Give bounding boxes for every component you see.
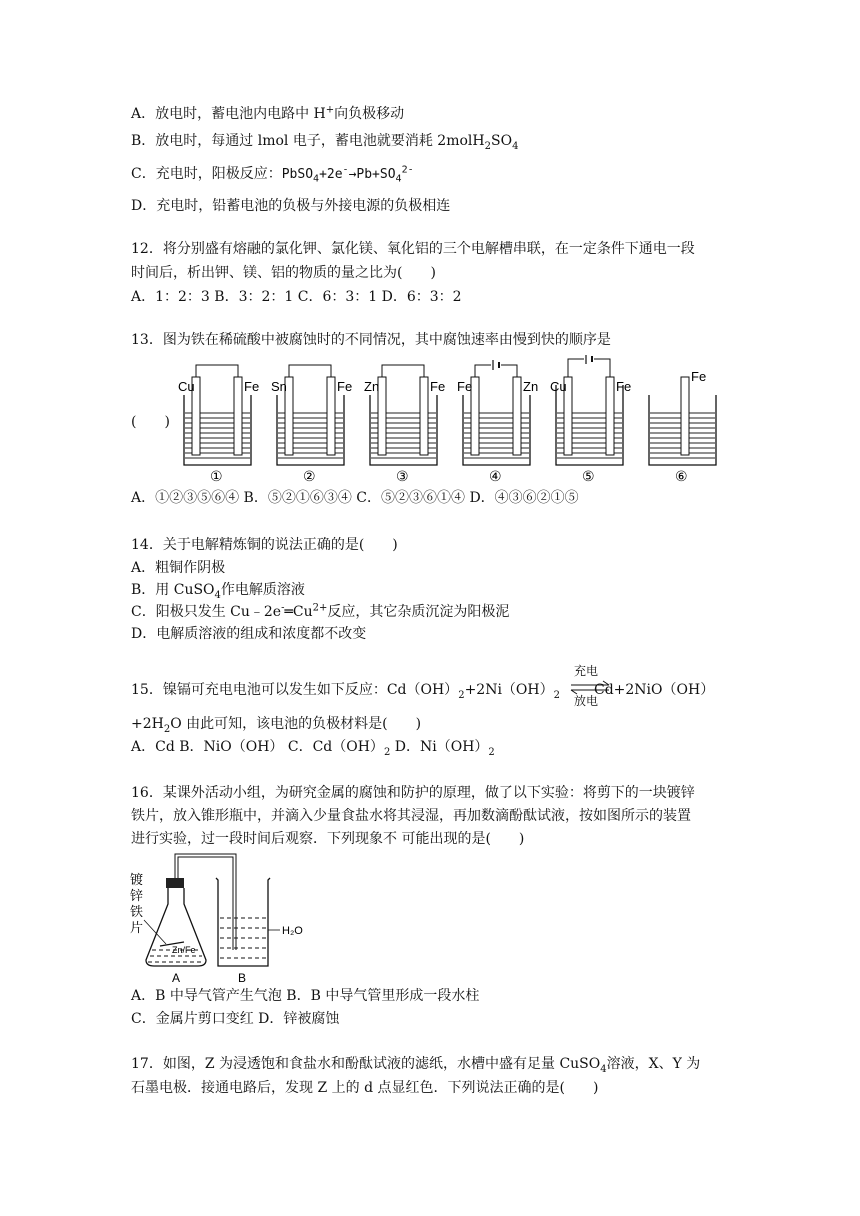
svg-text:Zn/Fe: Zn/Fe — [172, 945, 196, 955]
q15-stem-line1: 15．镍镉可充电电池可以发生如下反应：$Cd(OH)_2+2Ni(OH)_2$ Cd+2NiO（OH） — [131, 682, 715, 701]
q14-option-a: A．粗铜作阴极 — [131, 560, 226, 576]
q13-cell-5-number: ⑤ — [582, 468, 595, 484]
q13-cell-5-right-label: Fe — [616, 379, 632, 394]
q13-options: A．①②③⑤⑥④ B．⑤②①⑥③④ C．⑤②③⑥①④ D．④③⑥②①⑤ — [131, 490, 579, 506]
q13-cell-4-right-label: Zn — [523, 379, 539, 394]
q13-cell-2-left-label: Sn — [271, 379, 287, 394]
q15-options: A．Cd B．NiO（OH） C．$Cd(OH)_2$ D．$Ni(OH)_2$ — [131, 739, 495, 758]
q13-cell-3-right-label: Fe — [430, 379, 446, 394]
q15-arrow-label-discharge: 放电 — [574, 694, 599, 708]
q13-paren: ( ) — [131, 414, 170, 430]
q16-options-row1: A．B 中导气管产生气泡 B．B 中导气管里形成一段水柱 — [131, 988, 480, 1004]
q13-cell-2-number: ② — [303, 468, 316, 484]
q16-side-label: 镀 — [130, 872, 144, 887]
q13-cell-2 — [271, 365, 352, 484]
q13-cell-4-number: ④ — [489, 468, 502, 484]
q13-cell-3 — [364, 365, 445, 484]
q15-stem-line2: $+2H_2O$ 由此可知，该电池的负极材料是( ) — [131, 716, 422, 735]
q11-option-d: D．充电时，铅蓄电池的负极与外接电源的负极相连 — [131, 198, 451, 214]
q12-stem-line2: 时间后，析出钾、镁、铝的物质的量之比为( ) — [131, 265, 436, 281]
q13-cell-6-right-label: Fe — [691, 369, 707, 384]
q12-stem-line1: 12．将分别盛有熔融的氯化钾、氯化镁、氧化铝的三个电解槽串联，在一定条件下通电一段 — [131, 241, 695, 257]
q13-cell-2-right-label: Fe — [337, 379, 353, 394]
q16-stem-line1: 16．某课外活动小组，为研究金属的腐蚀和防护的原理，做了以下实验：将剪下的一块镀锌 — [131, 785, 695, 801]
q13-cells-figure — [170, 355, 740, 485]
q11-equation: $PbSO_4+2e^-\to Pb+SO_4^{2-}$ — [281, 164, 414, 185]
q16-stem-line3: 进行实验，过一段时间后观察．下列现象不 可能出现的是( ) — [131, 831, 525, 847]
q14-option-d: D．电解质溶液的组成和浓度都不改变 — [131, 626, 367, 642]
q13-cell-3-left-label: Zn — [364, 379, 380, 394]
q13-cell-6-number: ⑥ — [675, 468, 688, 484]
q16-apparatus-figure — [128, 850, 328, 986]
q16-options-row2: C．金属片剪口变红 D．锌被腐蚀 — [131, 1011, 340, 1027]
q13-cell-1-right-label: Fe — [244, 379, 260, 394]
svg-text:片: 片 — [130, 920, 144, 935]
q16-water-label: H₂O — [282, 925, 303, 937]
q13-cell-3-number: ③ — [396, 468, 409, 484]
q17-stem-line2: 石墨电极．接通电路后，发现 Z 上的 d 点显红色．下列说法正确的是( ) — [131, 1080, 599, 1096]
q13-cell-5-left-label: Cu — [550, 379, 567, 394]
q13-cell-1 — [178, 365, 259, 484]
q13-cell-5 — [550, 355, 631, 484]
q16-label-b: B — [238, 971, 247, 985]
beaker-b — [216, 878, 280, 966]
q13-cell-4 — [457, 360, 538, 484]
conical-flask-a — [144, 878, 206, 966]
q13-cell-4-left-label: Fe — [457, 379, 473, 394]
q16-stem-line2: 铁片，放入锥形瓶中，并滴入少量食盐水将其浸湿，再加数滴酚酞试液，按如图所示的装置 — [131, 808, 691, 824]
q14-option-b: B．用 CuSO$_4$作电解质溶液 — [131, 582, 305, 601]
q14-option-c: C．阳极只发生 $Cu﹣2e^-═Cu^{2+}$反应，其它杂质沉淀为阳极泥 — [131, 602, 510, 620]
q16-label-a: A — [172, 971, 181, 985]
q13-stem: 13．图为铁在稀硫酸中被腐蚀时的不同情况，其中腐蚀速率由慢到快的顺序是 — [131, 332, 611, 348]
q13-cell-6 — [649, 369, 716, 484]
svg-text:铁: 铁 — [130, 904, 144, 919]
q11-option-c: C．充电时，阳极反应：$PbSO_4+2e^-\to Pb+SO_4^{2-}$ — [131, 164, 414, 185]
svg-text:锌: 锌 — [130, 888, 144, 903]
q11-option-a: A．放电时，蓄电池内电路中 H+向负极移动 — [131, 104, 405, 122]
q14-stem: 14．关于电解精炼铜的说法正确的是( ) — [131, 537, 398, 553]
q13-cell-1-number: ① — [210, 468, 223, 484]
q15-arrow-label-charge: 充电 — [574, 664, 599, 678]
q13-cell-1-left-label: Cu — [178, 379, 195, 394]
q11-option-b: B．放电时，每通过 lmol 电子，蓄电池就要消耗 $2molH_2SO_4$ — [131, 133, 519, 152]
q17-stem-line1: 17．如图，Z 为浸透饱和食盐水和酚酞试液的滤纸，水槽中盛有足量 CuSO$_4$溶液，X、Y 为 — [131, 1056, 701, 1075]
q12-options: A．1：2：3 B．3：2：1 C．6：3：1 D．6：3：2 — [131, 289, 462, 305]
